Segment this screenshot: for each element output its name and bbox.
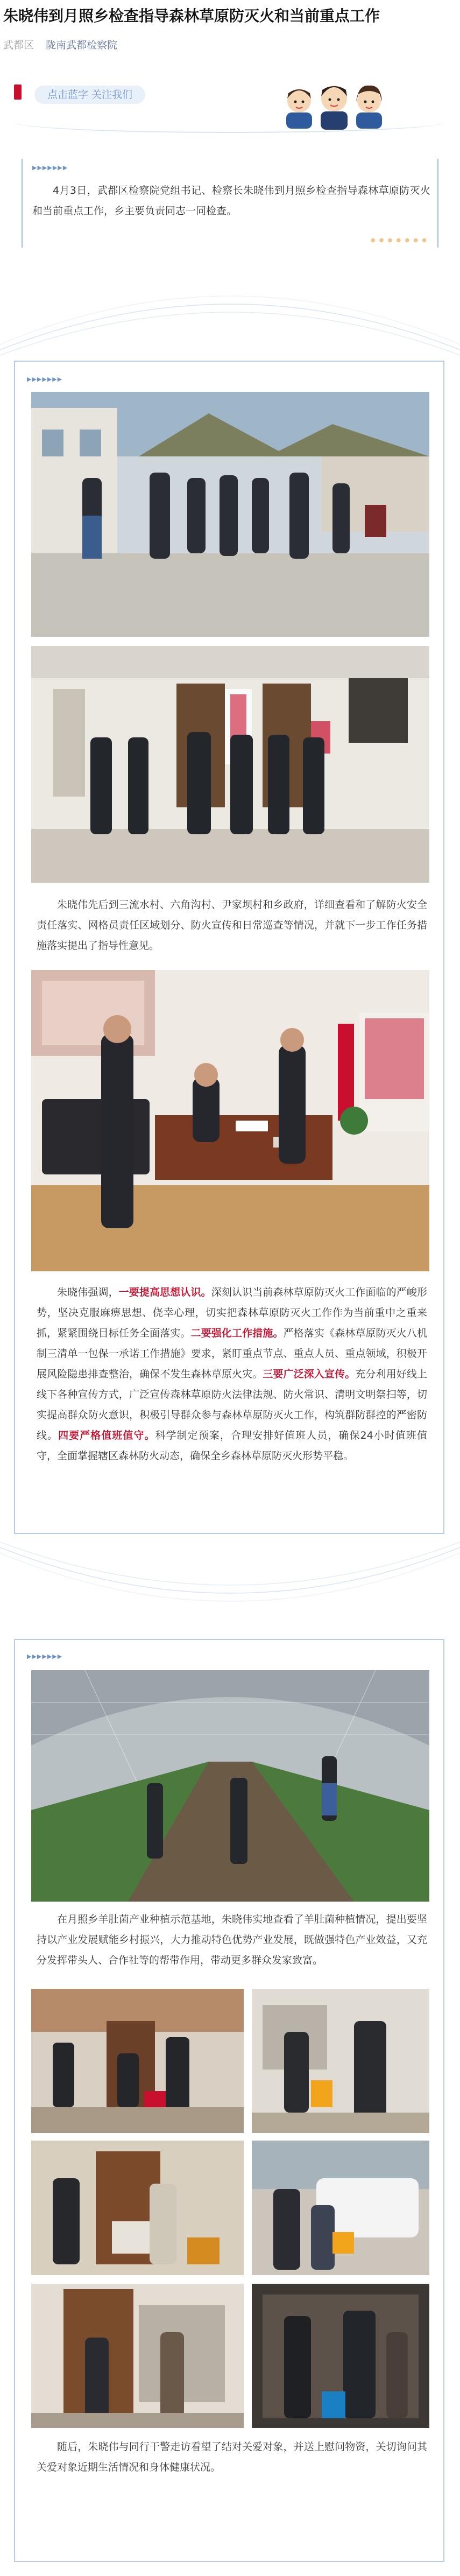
paragraph-care-visit: 随后，朱晓伟与同行干警走访看望了结对关爱对象，并送上慰问物资，关切询问其关爱对象近期生活情况和身体健康状况。 [37, 2441, 427, 2473]
summary-box [22, 159, 438, 248]
article-source: 武都区 [3, 39, 34, 51]
paragraph-inspection-details: 朱晓伟先后到三流水村、六角沟村、尹家坝村和乡政府，详细查看和了解防火安全责任落实、网格员责任区域划分、防火宣传和日常巡查等情况，并就下一步工作任务措施落实提出了指导性意见。 [37, 899, 427, 952]
dots-deco-icon: ● ● ● ● ● ● ● [370, 237, 428, 243]
banner-red-bar [14, 85, 22, 100]
photo-visit-house-5 [31, 2284, 244, 2428]
point4-text: 科学制定预案，合理安排好值班人员，确保24小时值班值守，全面掌握辖区森林防火动态，确保全乡森林草原防灭火形势平稳。 [37, 1430, 427, 1462]
paragraph-morel-base: 在月照乡羊肚菌产业种植示范基地，朱晓伟实地查看了羊肚菌种植情况，提出要坚持以产业发展赋能乡村振兴，大力推动特色优势产业发展，既做强特色产业效益，又充分发挥带头人、合作社等的帮带作用，带动更多群众发家致富。 [37, 1913, 427, 1966]
arrow-deco-icon: ▶▶▶▶▶▶▶ [27, 1653, 63, 1660]
article-title: 朱晓伟到月照乡检查指导森林草原防灭火和当前重点工作 [3, 7, 380, 25]
cartoon-staff-illustration [278, 78, 391, 132]
point4-label: 四要严格值班值守。 [58, 1430, 155, 1441]
point2-text: 严格落实《森林草原防灭火八机制三清单一包保一承诺工作措施》要求，紧盯重点节点、重点人员、重点领域，积极开展风险隐患排查整治，确保不发生森林草原火灾。 [37, 1327, 427, 1380]
paragraph-key-requirements [37, 1282, 427, 1466]
photo-visit-house-2 [252, 1989, 429, 2133]
account-link[interactable]: 陇南武都检察院 [46, 39, 118, 51]
intro-text: 朱晓伟强调， [57, 1286, 119, 1298]
photo-office-meeting [31, 970, 429, 1271]
decorative-wave-lines [0, 269, 460, 355]
photo-visit-house-4 [252, 2141, 429, 2275]
arrow-deco-icon: ▶▶▶▶▶▶▶ [32, 164, 68, 171]
photo-village-inspection [31, 392, 429, 637]
section-card-industry-visit [14, 1639, 444, 2562]
point1-label: 一要提高思想认识。 [118, 1286, 211, 1298]
arrow-deco-icon: ▶▶▶▶▶▶▶ [27, 376, 63, 383]
summary-text: 4月3日，武都区检察院党组书记、检察长朱晓伟到月照乡检查指导森林草原防灭火和当前重点工作，乡主要负责同志一同检查。 [32, 185, 430, 217]
article-meta [3, 38, 117, 53]
decorative-wave-lines [0, 1542, 460, 1628]
point3-text: 充分利用好线上线下各种宣传方式，广泛宣传森林草原防火法律法规、防火常识、清明文明祭扫等，切实提高群众防火意识，积极引导群众参与森林草原防灭火工作，构筑群防群控的严密防线。 [37, 1368, 427, 1441]
follow-us-pill[interactable]: 点击蓝字 关注我们 [34, 86, 145, 104]
photo-visit-house-6 [252, 2284, 429, 2428]
section-card-fire-prevention [14, 361, 444, 1534]
photo-visit-house-3 [31, 2141, 244, 2275]
photo-morel-greenhouse [31, 1670, 429, 1902]
photo-township-office [31, 646, 429, 883]
follow-banner [14, 78, 444, 137]
point2-label: 二要强化工作措施。 [190, 1327, 284, 1339]
photo-visit-house-1 [31, 1989, 244, 2133]
point3-label: 三要广泛深入宣传。 [263, 1368, 356, 1380]
point1-text: 深刻认识当前森林草原防灭火工作面临的严峻形势，坚决克服麻痹思想、侥幸心理，切实把森林草原防灭火工作作为当前重中之重来抓，紧紧围绕目标任务全面落实。 [37, 1286, 427, 1339]
